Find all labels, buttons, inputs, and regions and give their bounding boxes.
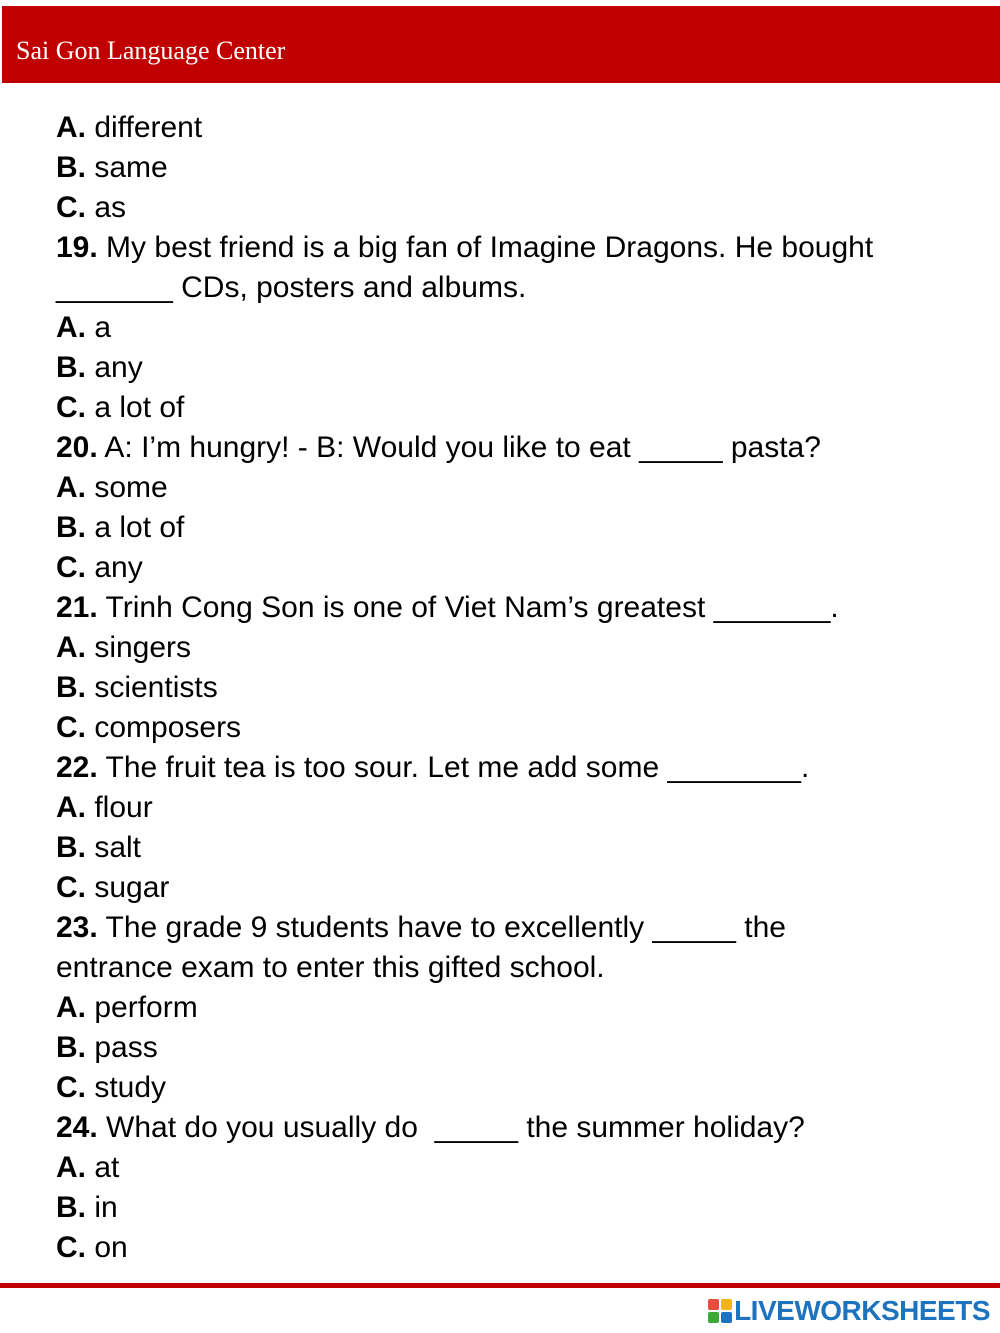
- option-letter: B.: [56, 151, 86, 184]
- question-19: [56, 228, 886, 308]
- option-text: any: [86, 351, 143, 384]
- option-letter: C.: [56, 551, 86, 584]
- option-text: perform: [86, 991, 198, 1024]
- option-text: in: [86, 1191, 118, 1224]
- header-bar: [2, 6, 1000, 83]
- option-text: composers: [86, 711, 242, 744]
- option-text: salt: [86, 831, 142, 864]
- option-text: different: [86, 111, 203, 144]
- option-letter: C.: [56, 1231, 86, 1264]
- option-letter: B.: [56, 511, 86, 544]
- option-row: [56, 188, 956, 228]
- option-text: any: [86, 551, 143, 584]
- option-letter: B.: [56, 671, 86, 704]
- option-row: [56, 1228, 956, 1268]
- option-row: [56, 788, 956, 828]
- option-text: a: [86, 311, 112, 344]
- option-letter: C.: [56, 1071, 86, 1104]
- option-row: [56, 148, 956, 188]
- option-letter: C.: [56, 711, 86, 744]
- option-letter: A.: [56, 991, 86, 1024]
- option-row: [56, 1188, 956, 1228]
- question-text: My best friend is a big fan of Imagine Dragons. He bought _______ CDs, posters and albums.: [56, 231, 874, 304]
- question-24: [56, 1108, 956, 1148]
- question-text: The fruit tea is too sour. Let me add some ________.: [97, 751, 810, 784]
- option-text: scientists: [86, 671, 218, 704]
- option-text: as: [86, 191, 127, 224]
- option-letter: A.: [56, 111, 86, 144]
- option-text: a lot of: [86, 391, 185, 424]
- question-number: 22.: [56, 751, 98, 784]
- option-row: [56, 1068, 956, 1108]
- worksheet-content: [56, 108, 956, 1268]
- option-row: [56, 548, 956, 588]
- option-letter: A.: [56, 631, 86, 664]
- option-row: [56, 708, 956, 748]
- question-number: 19.: [56, 231, 98, 264]
- option-row: [56, 1148, 956, 1188]
- question-21: [56, 588, 956, 628]
- header-title: Sai Gon Language Center: [16, 36, 286, 65]
- option-row: [56, 668, 956, 708]
- option-text: singers: [86, 631, 192, 664]
- option-letter: B.: [56, 351, 86, 384]
- option-text: sugar: [86, 871, 170, 904]
- question-text: The grade 9 students have to excellently _____ the entrance exam to enter this gifted school.: [56, 911, 786, 984]
- option-letter: A.: [56, 311, 86, 344]
- option-letter: C.: [56, 391, 86, 424]
- option-row: [56, 508, 956, 548]
- question-text: A: I’m hungry! - B: Would you like to eat _____ pasta?: [97, 431, 821, 464]
- question-23: [56, 908, 886, 988]
- option-row: [56, 388, 956, 428]
- option-row: [56, 828, 956, 868]
- option-letter: C.: [56, 191, 86, 224]
- question-22: [56, 748, 956, 788]
- question-text: What do you usually do _____ the summer holiday?: [97, 1111, 805, 1144]
- question-number: 23.: [56, 911, 98, 944]
- option-text: on: [86, 1231, 128, 1264]
- option-text: flour: [86, 791, 153, 824]
- question-20: [56, 428, 956, 468]
- option-row: [56, 108, 956, 148]
- liveworksheets-logo-icon: [708, 1299, 732, 1323]
- option-letter: B.: [56, 1191, 86, 1224]
- option-row: [56, 628, 956, 668]
- option-text: study: [86, 1071, 167, 1104]
- option-letter: C.: [56, 871, 86, 904]
- question-number: 21.: [56, 591, 98, 624]
- option-row: [56, 868, 956, 908]
- option-letter: B.: [56, 1031, 86, 1064]
- option-row: [56, 308, 956, 348]
- question-text: Trinh Cong Son is one of Viet Nam’s greatest _______.: [97, 591, 839, 624]
- option-letter: B.: [56, 831, 86, 864]
- question-number: 24.: [56, 1111, 98, 1144]
- option-text: a lot of: [86, 511, 185, 544]
- liveworksheets-brand[interactable]: [708, 1294, 990, 1328]
- footer-divider: [0, 1283, 1000, 1288]
- option-row: [56, 468, 956, 508]
- option-text: at: [86, 1151, 120, 1184]
- option-row: [56, 988, 956, 1028]
- option-text: same: [86, 151, 168, 184]
- option-text: some: [86, 471, 168, 504]
- brand-text: LIVEWORKSHEETS: [734, 1295, 990, 1326]
- option-row: [56, 1028, 956, 1068]
- option-letter: A.: [56, 471, 86, 504]
- option-letter: A.: [56, 791, 86, 824]
- option-text: pass: [86, 1031, 158, 1064]
- option-row: [56, 348, 956, 388]
- question-number: 20.: [56, 431, 98, 464]
- option-letter: A.: [56, 1151, 86, 1184]
